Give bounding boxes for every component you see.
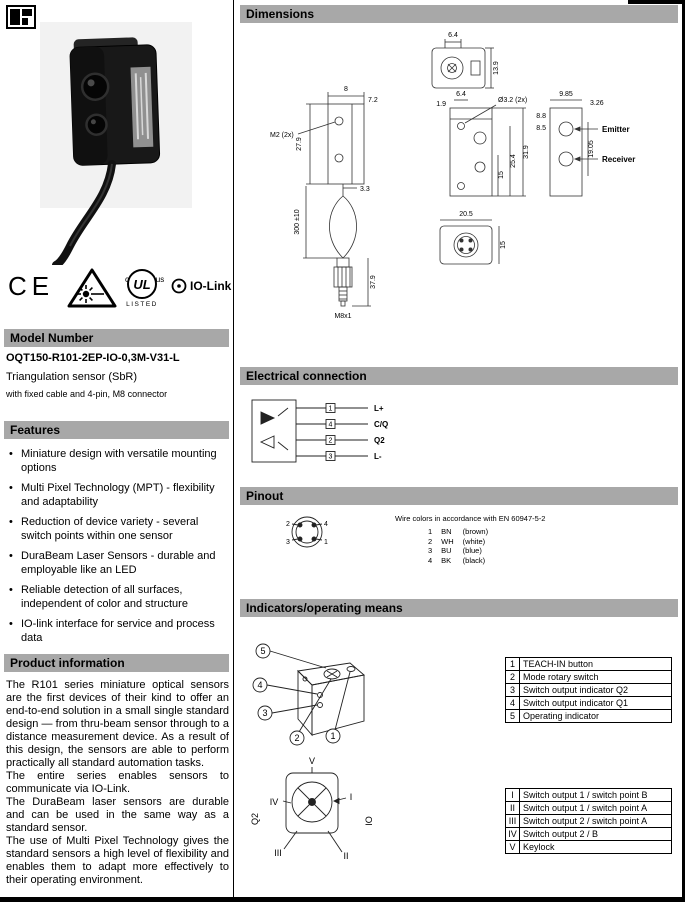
dial-position-label: I — [349, 792, 353, 802]
sensor-photo-graphic — [26, 20, 206, 265]
rotary-switch-diagram — [250, 753, 380, 871]
indicator-key: 3 — [506, 684, 520, 697]
ul-c: c — [125, 275, 129, 284]
callout-number: 5 — [260, 646, 266, 656]
page-edge-bottom — [0, 897, 685, 902]
indicator-key: 2 — [506, 671, 520, 684]
feature-item: • Reliable detection of all surfaces, independent of color and structure — [8, 583, 229, 611]
dim-label: 25.4 — [510, 154, 517, 168]
indicators-table — [505, 657, 672, 723]
wire-color-row — [428, 527, 497, 537]
connector-face-lines — [292, 517, 322, 547]
dim-label: 6.4 — [456, 91, 466, 98]
wiring-diagram-lines — [252, 400, 368, 462]
indicator-key: 4 — [506, 697, 520, 710]
connector-face-diagram — [282, 510, 332, 554]
table-row — [506, 658, 672, 671]
indicator-value: Switch output indicator Q2 — [520, 684, 672, 697]
dim-label: 3.26 — [590, 100, 604, 107]
feature-item: • IO-link interface for service and process data — [8, 617, 229, 645]
wire-code: BU — [441, 546, 452, 555]
wire-color-row — [428, 546, 497, 556]
table-row — [506, 828, 672, 841]
callout-number: 1 — [330, 731, 336, 741]
product-photo — [26, 20, 206, 270]
dial-position-label: V — [308, 756, 316, 766]
model-note: with fixed cable and 4-pin, M8 connector — [6, 389, 168, 399]
wire-label: L+ — [374, 404, 384, 413]
wire-name: (brown) — [462, 527, 489, 536]
wire-name: (white) — [462, 536, 486, 546]
wire-pin: 3 — [428, 546, 433, 555]
wire-code: WH — [441, 536, 454, 546]
ul-us: us — [155, 275, 165, 284]
laser-warning-icon — [66, 266, 118, 310]
wire-pin-number: 1 — [328, 405, 333, 413]
dim-label: 3.3 — [360, 186, 370, 193]
dim-label: 1.9 — [436, 101, 446, 108]
wire-pin-number: 2 — [328, 437, 333, 445]
dim-label: 19.05 — [588, 140, 595, 158]
dim-label: 6.4 — [448, 32, 458, 39]
dim-label: M8x1 — [334, 313, 352, 320]
indicator-key: 1 — [506, 658, 520, 671]
dial-side-label: Q2 — [250, 812, 260, 826]
wire-color-note: Wire colors in accordance with EN 60947-5-2 — [395, 514, 546, 523]
table-row — [506, 789, 672, 802]
receiver-label: Receiver — [602, 155, 636, 164]
table-row — [506, 841, 672, 854]
dial-position-label: III — [274, 848, 282, 858]
model-type: Triangulation sensor (SbR) — [6, 371, 138, 383]
wire-name: (black) — [462, 555, 486, 565]
wire-code: BK — [441, 555, 452, 565]
section-header-dimensions: Dimensions — [240, 5, 678, 23]
column-divider — [233, 0, 234, 902]
feature-item: • Reduction of device variety - several switch points within one sensor — [8, 515, 229, 543]
feature-item: • Multi Pixel Technology (MPT) - flexibility and adaptability — [8, 481, 229, 509]
dim-label: 9.85 — [559, 91, 573, 98]
wire-label: L- — [374, 452, 382, 461]
position-key: II — [506, 802, 520, 815]
connector-pin-number: 3 — [286, 539, 290, 546]
dial-position-label: II — [343, 851, 349, 861]
dial-side-label: IO — [364, 816, 374, 826]
dim-label: 300 ±10 — [294, 209, 301, 235]
wire-pin: 1 — [428, 527, 433, 536]
wire-label: C/Q — [374, 420, 389, 429]
ul-listed-mark — [120, 268, 168, 308]
dim-label: 8.5 — [536, 125, 546, 132]
dial-position-label: IV — [269, 797, 279, 807]
section-header-product-information: Product information — [4, 654, 229, 672]
indicator-key: 5 — [506, 710, 520, 723]
position-key: I — [506, 789, 520, 802]
position-key: IV — [506, 828, 520, 841]
position-key: V — [506, 841, 520, 854]
wire-code: BN — [441, 527, 452, 536]
section-header-electrical-connection: Electrical connection — [240, 367, 678, 385]
indicator-value: Mode rotary switch — [520, 671, 672, 684]
dim-label: 15 — [500, 241, 507, 249]
sensor-sketch — [267, 651, 364, 735]
table-row — [506, 684, 672, 697]
product-info-paragraph: The R101 series miniature optical sensors are the first devices of their kind to offer an end-to-end solution in a small single standard design — from thru-beam sensor through to a distance measurement device. As a result of this design, the sensors are able to perform practically all standard automation tasks. — [6, 679, 229, 769]
position-value: Switch output 2 / switch point A — [520, 815, 672, 828]
io-link-logo — [171, 278, 231, 294]
wire-pin: 4 — [428, 555, 433, 565]
wire-label: Q2 — [374, 436, 385, 445]
dim-label: Ø3.2 (2x) — [498, 97, 528, 104]
callout-number: 4 — [257, 680, 263, 690]
page-edge-top-right — [628, 0, 685, 4]
wire-pin-number: 3 — [328, 453, 333, 461]
connector-pin-number: 1 — [324, 539, 328, 546]
dim-label: 8 — [344, 86, 348, 93]
position-value: Switch output 1 / switch point B — [520, 789, 672, 802]
section-header-indicators: Indicators/operating means — [240, 599, 678, 617]
indicators-callout-diagram — [248, 633, 383, 755]
ul-letters: UL — [133, 277, 151, 292]
wire-name: (blue) — [462, 546, 482, 555]
sensor-lens-top — [82, 73, 109, 100]
wire-color-row — [428, 537, 497, 547]
callout-number: 3 — [262, 708, 268, 718]
section-header-pinout: Pinout — [240, 487, 678, 505]
product-info-paragraph: The entire series enables sensors to communicate via IO-Link. — [6, 770, 229, 795]
product-info-paragraph: The use of Multi Pixel Technology gives the standard sensors a high level of flexibility and enables them to adapt more effectively to their operating environment. — [6, 835, 229, 886]
dim-label: 37.9 — [370, 275, 377, 289]
dim-label: 27.9 — [296, 137, 303, 151]
product-info-paragraph: The DuraBeam laser sensors are durable and can be used in the same way as a standard sensor. — [6, 796, 229, 834]
position-value: Switch output 2 / B — [520, 828, 672, 841]
ul-listed-text: LISTED — [126, 301, 158, 308]
dim-label: 8.8 — [536, 113, 546, 120]
table-row — [506, 710, 672, 723]
position-value: Keylock — [520, 841, 672, 854]
indicator-value: TEACH-IN button — [520, 658, 672, 671]
switch-positions-table — [505, 788, 672, 854]
dim-label: 31.9 — [523, 145, 530, 159]
dimensions-drawing — [240, 26, 678, 336]
product-information-text — [6, 679, 229, 887]
wire-pin-number: 4 — [328, 421, 333, 429]
section-header-features: Features — [4, 421, 229, 439]
dim-label: 20.5 — [459, 211, 473, 218]
feature-item: • DuraBeam Laser Sensors - durable and employable like an LED — [8, 549, 229, 577]
table-row — [506, 671, 672, 684]
model-number: OQT150-R101-2EP-IO-0,3M-V31-L — [6, 352, 180, 364]
sensor-lens-bottom — [86, 114, 107, 135]
table-row — [506, 815, 672, 828]
dim-label: M2 (2x) — [270, 132, 294, 139]
rotary-switch-lines — [283, 767, 346, 852]
table-row — [506, 697, 672, 710]
dimension-lines — [298, 39, 598, 306]
feature-item: • Miniature design with versatile mounting options — [8, 447, 229, 475]
position-key: III — [506, 815, 520, 828]
ce-mark: CE — [8, 271, 55, 301]
table-row — [506, 802, 672, 815]
features-list — [8, 447, 229, 651]
wire-pin: 2 — [428, 536, 433, 546]
indicator-value: Switch output indicator Q1 — [520, 697, 672, 710]
position-value: Switch output 1 / switch point A — [520, 802, 672, 815]
callout-number: 2 — [294, 733, 300, 743]
io-link-icon — [171, 278, 187, 294]
indicator-value: Operating indicator — [520, 710, 672, 723]
dim-label: 7.2 — [368, 97, 378, 104]
io-link-text: IO-Link — [190, 279, 232, 293]
connector-pin-number: 2 — [286, 521, 290, 528]
wire-color-row — [428, 556, 497, 566]
emitter-label: Emitter — [602, 125, 630, 134]
section-header-model-number: Model Number — [4, 329, 229, 347]
dim-label: 13.9 — [493, 61, 500, 75]
connector-pin-number: 4 — [324, 521, 328, 528]
electrical-connection-diagram — [248, 392, 458, 472]
certification-row — [8, 266, 232, 312]
wire-color-table — [428, 527, 497, 565]
dim-label: 15 — [498, 171, 505, 179]
